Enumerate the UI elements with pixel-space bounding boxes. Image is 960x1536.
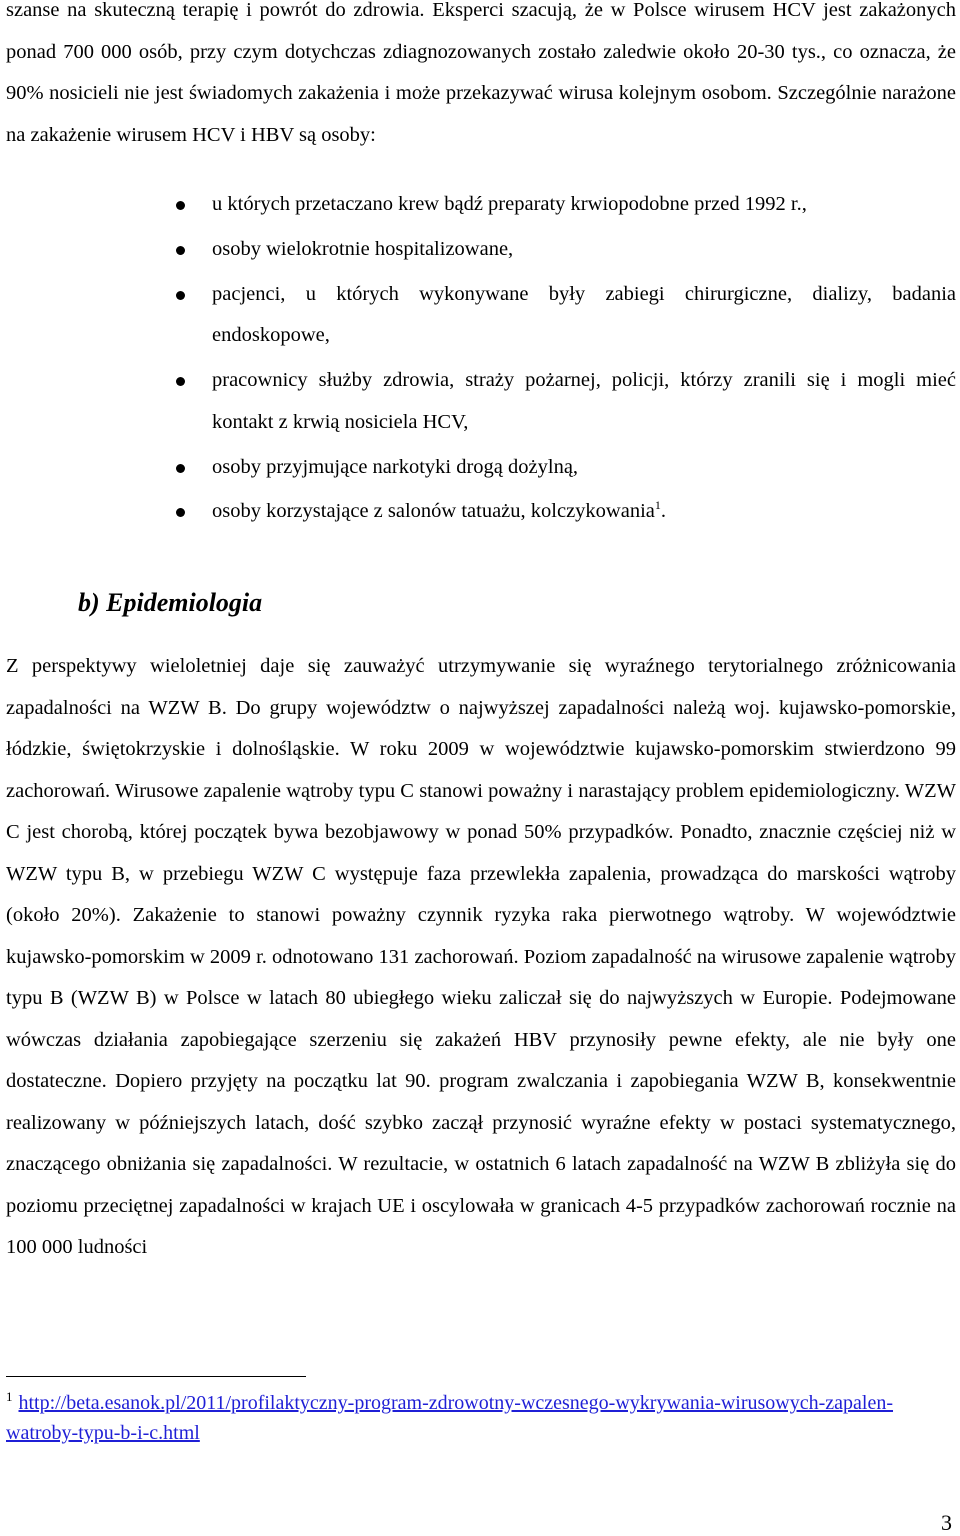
footnote bbox=[6, 1388, 956, 1448]
risk-group-list bbox=[6, 184, 956, 536]
list-item-text: u których przetaczano krew bądź preparaty krwiopodobne przed 1992 r., bbox=[212, 193, 807, 215]
list-item-text: pacjenci, u których wykonywane były zabiegi chirurgiczne, dializy, badania endoskopowe, bbox=[212, 282, 956, 347]
bullet-icon bbox=[176, 377, 185, 386]
epidemiology-paragraph: Z perspektywy wieloletniej daje się zauważyć utrzymywanie się wyraźnego terytorialnego zróżnicowania zapadalności na WZW B. Do grupy województw o najwyższej zapadalności należą woj. kujawsko-pomorskie, łódzkie, świętokrzyskie i dolnośląskie. W roku 2009 w województwie kujawsko-pomorskim stwierdzono 99 zachorowań. Wirusowe zapalenie wątroby typu C stanowi poważny i narastający problem epidemiologiczny. WZW C jest chorobą, której początek bywa bezobjawowy w ponad 50% przypadków. Ponadto, znacznie częściej niż w WZW typu B, w przebiegu WZW C występuje faza przewlekła zapalenia, prowadząca do marskości wątroby (około 20%). Zakażenie to stanowi poważny czynnik ryzyka raka pierwotnego wątroby. W województwie kujawsko-pomorskim w 2009 r. odnotowano 131 zachorowań. Poziom zapadalność na wirusowe zapalenie wątroby typu B (WZW B) w Polsce w latach 80 ubiegłego wieku zaliczał się do najwyższych w Europie. Podejmowane wówczas działania zapobiegające szerzeniu się zakażeń HBV przynosiły pewne efekty, ale nie były one dostateczne. Dopiero przyjęty na początku lat 90. program zwalczania i zapobiegania WZW B, konsekwentnie realizowany w późniejszych latach, dość szybko zaczął przynosić wyraźne efekty w postaci systematycznego, znaczącego obniżania się zapadalności. W rezultacie, w ostatnich 6 latach zapadalność na WZW B zbliżyła się do poziomu przeciętnej zapadalności w krajach UE i oscylowała w granicach 4-5 przypadków zachorowań rocznie na 100 000 ludności bbox=[6, 655, 956, 1258]
list-item-text: osoby przyjmujące narkotyki drogą dożylną, bbox=[212, 455, 579, 478]
list-item bbox=[6, 491, 956, 533]
bullet-icon bbox=[176, 464, 185, 473]
list-item-text: osoby wielokrotnie hospitalizowane, bbox=[212, 237, 514, 260]
footnote-divider bbox=[6, 1376, 306, 1377]
footnote-reference[interactable]: 1 bbox=[654, 498, 661, 513]
list-item-end-punctuation: . bbox=[660, 500, 666, 523]
document-page bbox=[6, 0, 956, 1536]
list-item-text: pracownicy służby zdrowia, straży pożarnej, policji, którzy zranili się i mogli mieć kontakt z krwią nosiciela HCV, bbox=[212, 369, 956, 433]
section-heading: b) Epidemiologia bbox=[78, 588, 263, 617]
footnote-number: 1 bbox=[6, 1389, 13, 1405]
footnote-link[interactable]: http://beta.esanok.pl/2011/profilaktyczny-program-zdrowotny-wczesnego-wykrywania-wirusowych-zapalen-watroby-typu-b-i-c.html bbox=[6, 1392, 894, 1444]
list-item bbox=[6, 447, 956, 489]
page-number: 3 bbox=[941, 1510, 952, 1535]
list-item bbox=[6, 360, 956, 443]
intro-paragraph: szanse na skuteczną terapię i powrót do zdrowia. Eksperci szacują, że w Polsce wirusem HCV jest zakażonych ponad 700 000 osób, przy czym dotychczas zdiagnozowanych zostało zaledwie około 20-30 tys., co oznacza, że 90% nosicieli nie jest świadomych zakażenia i może przekazywać wirusa kolejnym osobom. Szczególnie narażone na zakażenie wirusem HCV i HBV są osoby: bbox=[6, 0, 956, 146]
bullet-icon bbox=[176, 201, 185, 210]
bullet-icon bbox=[176, 291, 185, 300]
bullet-icon bbox=[176, 508, 185, 517]
list-item bbox=[6, 274, 956, 357]
list-item-text: osoby korzystające z salonów tatuażu, kolczykowania bbox=[212, 500, 655, 523]
list-item bbox=[6, 229, 956, 271]
bullet-icon bbox=[176, 246, 185, 255]
list-item bbox=[6, 184, 956, 226]
